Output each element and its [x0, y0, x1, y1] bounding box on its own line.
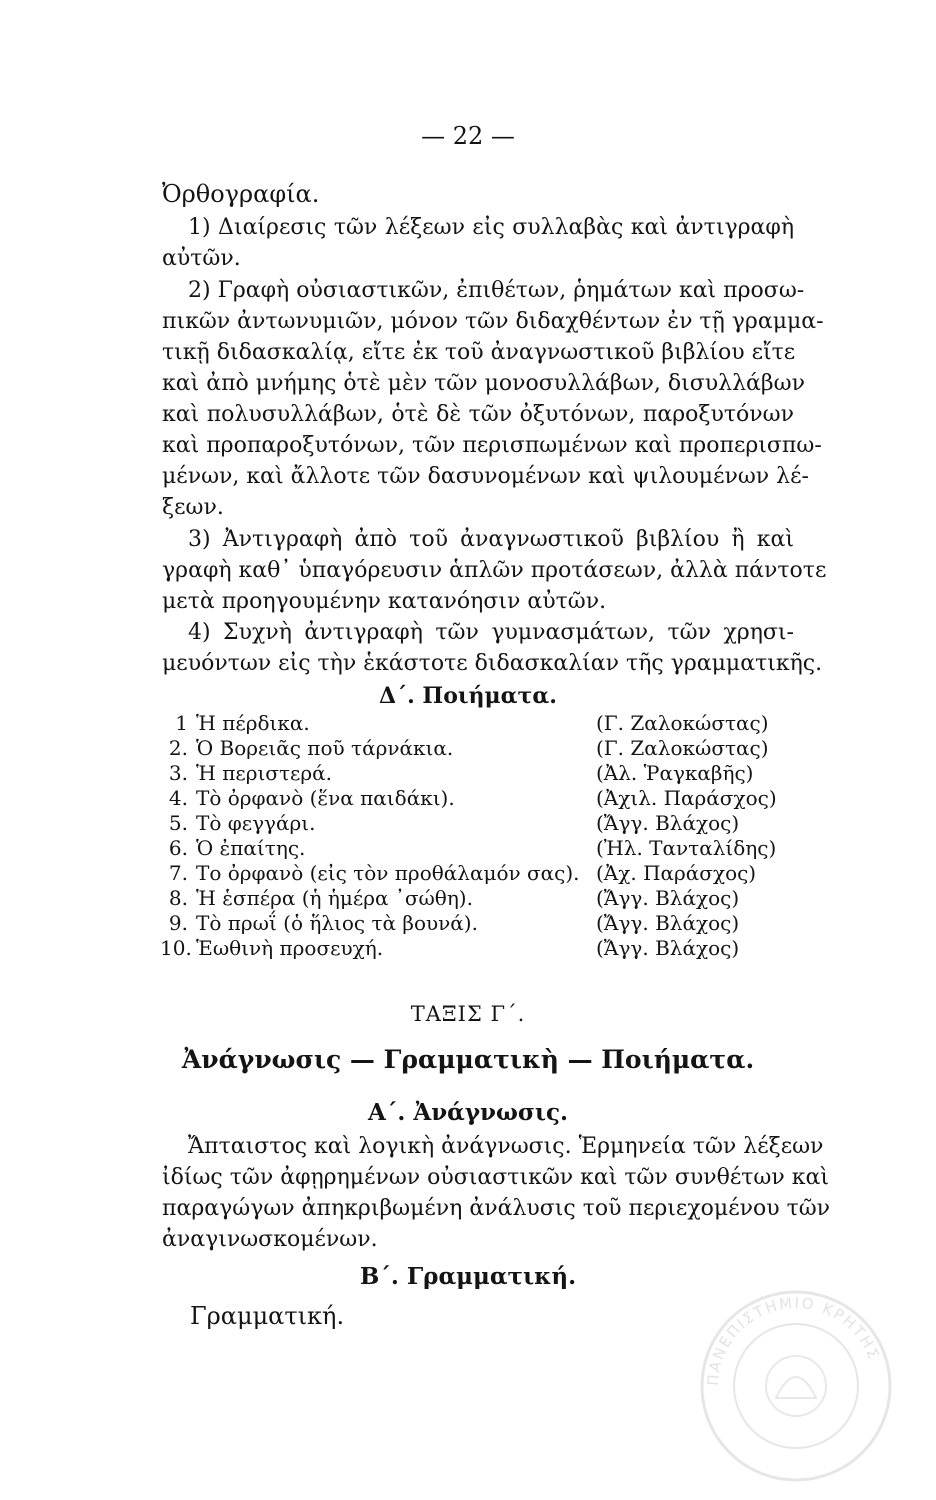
- text-line: καὶ προπαροξυτόνων, τῶν περισπωμένων καὶ προπερισπω-: [162, 433, 822, 458]
- text-line: αὐτῶν.: [162, 246, 241, 271]
- poem-author: (Γ. Ζαλοκώστας): [596, 711, 769, 735]
- stamp-inner-ring: [734, 1324, 858, 1448]
- poem-author: (Γ. Ζαλοκώστας): [596, 736, 769, 760]
- list-item: [160, 911, 478, 935]
- poem-number: 7.: [168, 861, 188, 885]
- list-item: [160, 786, 455, 810]
- grammar-text: Γραμματική.: [190, 1302, 345, 1330]
- poem-author: (Ἄγγ. Βλάχος): [596, 886, 740, 910]
- poem-author: (Ἄγγ. Βλάχος): [596, 936, 740, 960]
- poem-number: 2.: [168, 736, 188, 760]
- list-item: [160, 811, 315, 835]
- orthography-heading: Ὀρθογραφία.: [162, 180, 320, 208]
- text-line: μευόντων εἰς τὴν ἑκάστοτε διδασκαλίαν τῆς γραμματικῆς.: [162, 651, 823, 676]
- poem-title: Ὁ ἐπαίτης.: [196, 836, 306, 860]
- list-item: [160, 936, 383, 960]
- poem-number: 3.: [168, 761, 188, 785]
- text-line: καὶ ἀπὸ μνήμης ὁτὲ μὲν τῶν μονοσυλλάβων, δισυλλάβων: [162, 371, 805, 396]
- text-line: μένων, καὶ ἄλλοτε τῶν δασυνομένων καὶ ψιλουμένων λέ-: [162, 464, 809, 489]
- poem-number: 6.: [168, 836, 188, 860]
- text-line: γραφὴ καθ᾽ ὑπαγόρευσιν ἁπλῶν προτάσεων, ἀλλὰ πάντοτε: [162, 558, 827, 583]
- university-stamp: [696, 1286, 896, 1486]
- poem-author: (Ἄγγ. Βλάχος): [596, 911, 740, 935]
- poem-number: 10.: [160, 936, 192, 960]
- text-line: ἰδίως τῶν ἀφῃρημένων οὐσιαστικῶν καὶ τῶν συνθέτων καὶ: [162, 1165, 829, 1190]
- poem-title: Τὸ ὀρφανὸ (ἕνα παιδάκι).: [196, 786, 455, 810]
- text-line: παραγώγων ἀπηκριβωμένη ἀνάλυσις τοῦ περιεχομένου τῶν: [162, 1196, 831, 1221]
- poem-author: (Ἠλ. Τανταλίδης): [596, 836, 777, 860]
- text-line: τικῇ διδασκαλίᾳ, εἴτε ἐκ τοῦ ἀναγνωστικοῦ βιβλίου εἴτε: [162, 340, 796, 365]
- class-heading: ΤΑΞΙΣ Γ΄.: [410, 1002, 526, 1026]
- poem-title: Ἡ πέρδικα.: [196, 711, 310, 735]
- list-item: [160, 836, 305, 860]
- page-number: — 22 —: [421, 122, 515, 150]
- poem-author: (Ἀχιλ. Παράσχος): [596, 786, 777, 810]
- poem-author: (Ἄγγ. Βλάχος): [596, 811, 740, 835]
- poem-number: 5.: [168, 811, 188, 835]
- poem-number: 8.: [168, 886, 188, 910]
- poem-author: (Ἀχ. Παράσχος): [596, 861, 757, 885]
- poem-number: 9.: [168, 911, 188, 935]
- poem-title: Το ὀρφανὸ (εἰς τὸν προθάλαμόν σας).: [196, 861, 580, 885]
- reading-heading: Α΄. Ἀνάγνωσις.: [367, 1099, 568, 1126]
- text-line: ξεων.: [162, 495, 224, 520]
- class-subtitle: Ἀνάγνωσις — Γραμματικὴ — Ποιήματα.: [181, 1045, 755, 1074]
- text-line: 2) Γραφὴ οὐσιαστικῶν, ἐπιθέτων, ῥημάτων καὶ προσω-: [188, 278, 805, 303]
- poem-author: (Ἀλ. Ῥαγκαβῆς): [596, 761, 754, 785]
- stamp-text: ΠΑΝΕΠΙΣΤΗΜΙΟ ΚΡΗΤΗΣ: [703, 1293, 884, 1387]
- grammar-heading: Β΄. Γραμματική.: [359, 1263, 577, 1290]
- stamp-emblem-figure: [776, 1377, 816, 1398]
- poem-title: Ὁ Βορειᾶς ποῦ τάρνάκια.: [196, 736, 454, 760]
- stamp-outer-ring: [702, 1292, 890, 1480]
- text-line: Ἄπταιστος καὶ λογικὴ ἀνάγνωσις. Ἑρμηνεία τῶν λέξεων: [188, 1134, 824, 1159]
- poem-title: Ἡ περιστερά.: [196, 761, 333, 785]
- poem-title: Ἡ ἑσπέρα (ἡ ἡμέρα ᾽σώθη).: [196, 886, 473, 910]
- text-line: ἀναγινωσκομένων.: [162, 1227, 378, 1252]
- list-item: [160, 711, 310, 735]
- list-item: [160, 736, 453, 760]
- list-item: [160, 886, 473, 910]
- poem-number: 4.: [168, 786, 188, 810]
- list-item: [160, 761, 332, 785]
- text-line: 4) Συχνὴ ἀντιγραφὴ τῶν γυμνασμάτων, τῶν χρησι-: [188, 620, 794, 645]
- poem-title: Τὸ φεγγάρι.: [196, 811, 316, 835]
- text-line: μετὰ προηγουμένην κατανόησιν αὐτῶν.: [162, 589, 607, 614]
- poem-number: 1: [175, 711, 188, 735]
- text-line: 3) Ἀντιγραφὴ ἀπὸ τοῦ ἀναγνωστικοῦ βιβλίου ἢ καὶ: [188, 527, 794, 552]
- stamp-emblem: [766, 1356, 826, 1416]
- text-line: 1) Διαίρεσις τῶν λέξεων εἰς συλλαβὰς καὶ ἀντιγραφὴ: [188, 215, 794, 240]
- poem-title: Τὸ πρωΐ (ὁ ἥλιος τὰ βουνά).: [196, 911, 478, 935]
- text-line: πικῶν ἀντωνυμιῶν, μόνον τῶν διδαχθέντων ἐν τῇ γραμμα-: [162, 309, 824, 334]
- poem-title: Ἑωθινὴ προσευχή.: [196, 936, 384, 960]
- poems-heading: Δ΄. Ποιήματα.: [379, 683, 557, 709]
- list-item: [160, 861, 580, 885]
- text-line: καὶ πολυσυλλάβων, ὁτὲ δὲ τῶν ὀξυτόνων, παροξυτόνων: [162, 402, 794, 427]
